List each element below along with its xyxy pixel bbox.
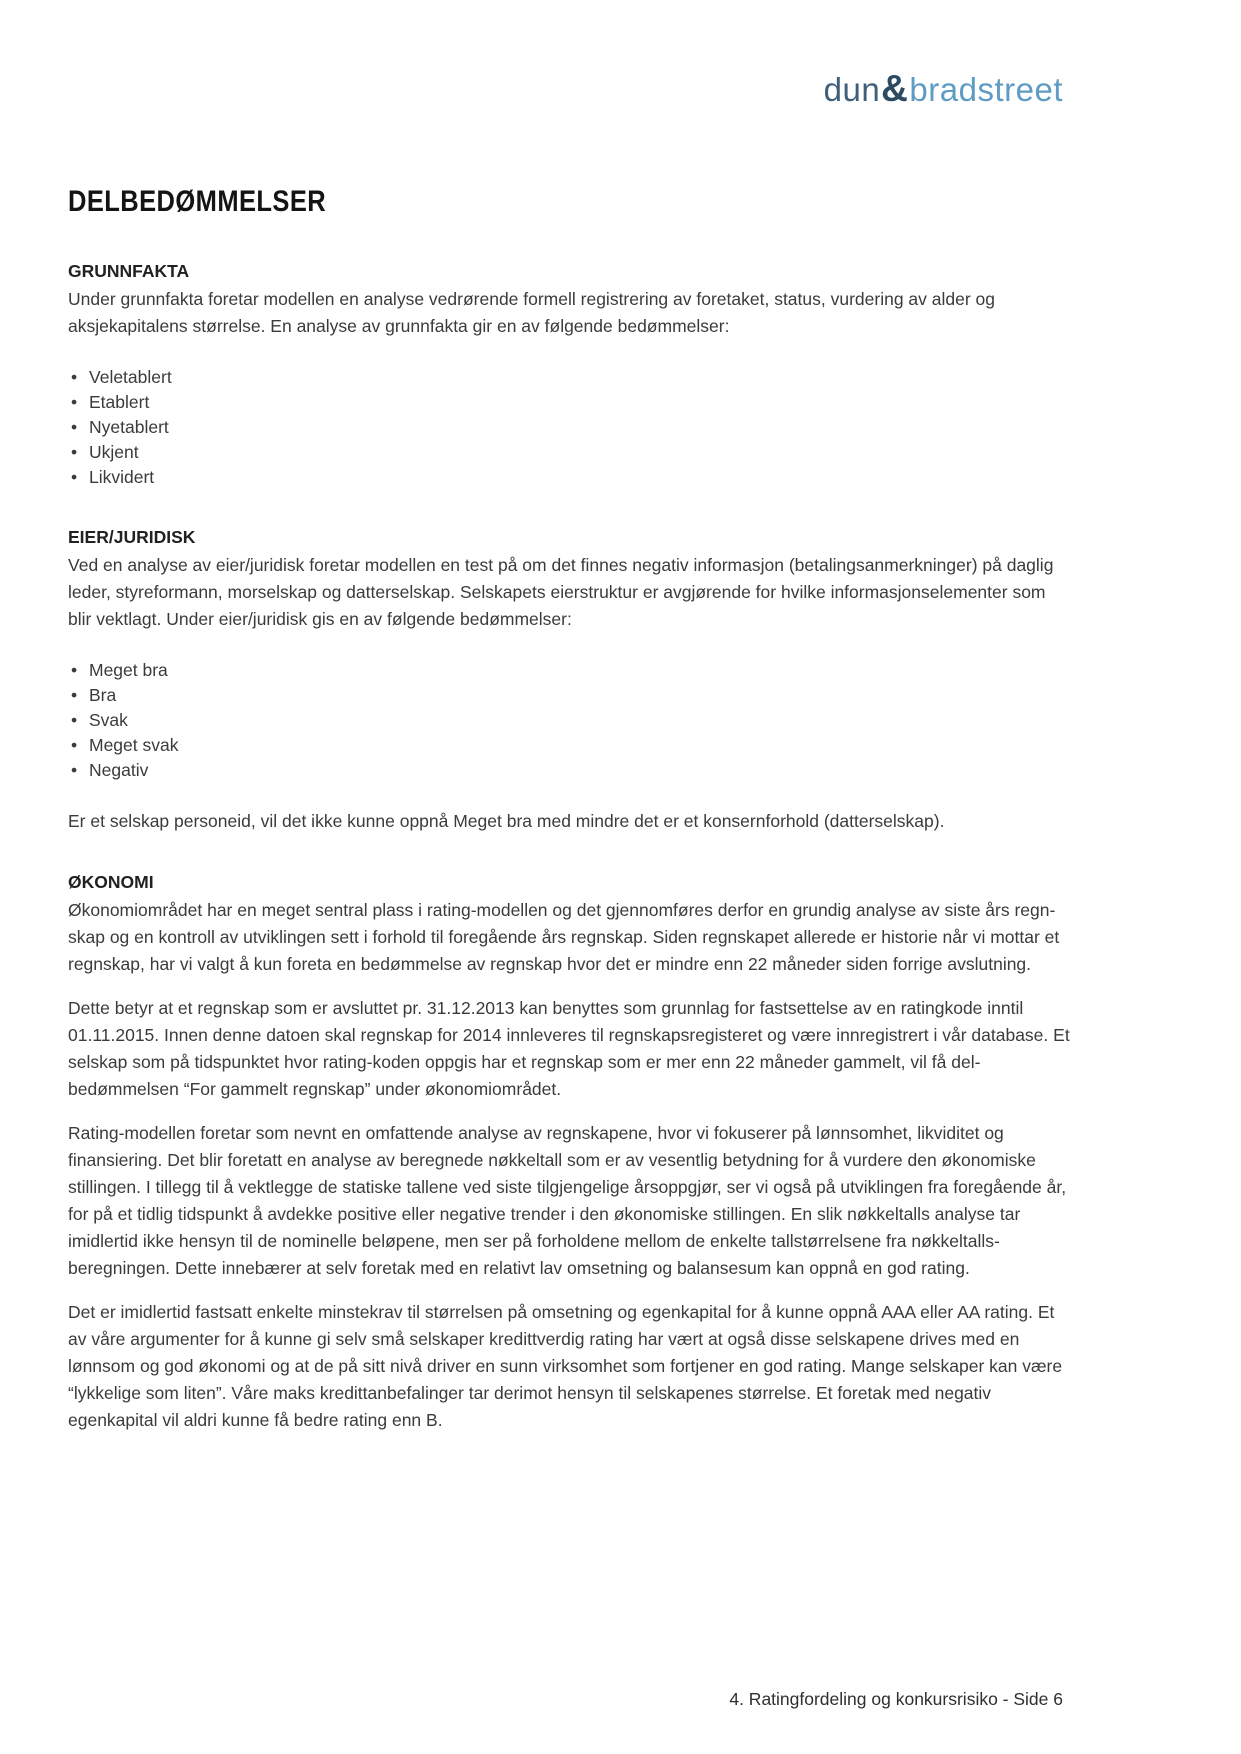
footer-text: 4. Ratingfordeling og konkursrisiko - Side 6 [729, 1689, 1063, 1709]
logo-text-dun: dun [823, 71, 881, 108]
list-item: • Ukjent [68, 440, 1070, 465]
bullet-icon: • [71, 685, 78, 705]
page-footer [729, 1686, 1063, 1713]
paragraph-okonomi-3: Rating-modellen foretar som nevnt en omfattende analyse av regnskapene, hvor vi fokuserer på lønnsomhet, likviditet og finansiering. Det blir foretatt en analyse av beregnede nøkkeltall som er av vesentlig betydning for å vurdere den økonomiske stillingen. I tillegg til å vektlegge de statiske tallene ved siste tilgjengelige årsoppgjør, ser vi også på utviklingen fra foregående år, for på et tidlig tidspunkt å avdekke positive eller negative trender i den økonomiske stillingen. En slik nøkkeltalls analyse tar imidlertid ikke hensyn til de nominelle beløpene, men ser på forholdene mellom de enkelte tallstørrelsene fra nøkkeltalls- beregningen. Dette innebærer at selv foretak med en relativt lav omsetning og balansesum kan oppnå en god rating. [68, 1123, 1067, 1278]
list-item: • Veletablert [68, 365, 1070, 390]
bullet-icon: • [71, 392, 78, 412]
paragraph-grunnfakta-intro: Under grunnfakta foretar modellen en analyse vedrørende formell registrering av foretaket, status, vurdering av alder og aksjekapitalens størrelse. En analyse av grunnfakta gir en av følgende bedømmelser: [68, 289, 996, 336]
bullet-icon: • [71, 442, 78, 462]
eier-juridisk-assessment-list [68, 658, 1070, 783]
section-eier-juridisk [68, 524, 1070, 835]
paragraph-eier-juridisk-intro: Ved en analyse av eier/juridisk foretar modellen en test på om det finnes negativ informasjon (betalingsanmerkninger) på daglig leder, styreformann, morselskap og datterselskap. Selskapets eierstruktur er avgjørende for hvilke informasjonselementer som blir vektlagt. Under eier/juridisk gis en av følgende bedømmelser: [68, 555, 1054, 629]
bullet-icon: • [71, 367, 78, 387]
section-okonomi [68, 869, 1070, 1434]
logo-text-bradstreet: bradstreet [909, 71, 1063, 108]
list-item: • Svak [68, 708, 1070, 733]
bullet-icon: • [71, 660, 78, 680]
list-item: • Negativ [68, 758, 1070, 783]
list-item: • Likvidert [68, 465, 1070, 490]
bullet-icon: • [71, 467, 78, 487]
section-grunnfakta [68, 258, 1070, 490]
list-item: • Meget svak [68, 733, 1070, 758]
logo-ampersand-icon: & [881, 68, 909, 109]
grunnfakta-assessment-list [68, 365, 1070, 490]
paragraph-personeid-note: Er et selskap personeid, vil det ikke kunne oppnå Meget bra med mindre det er et konsernforhold (datterselskap). [68, 811, 945, 831]
section-heading-grunnfakta: GRUNNFAKTA [68, 261, 190, 281]
paragraph-okonomi-2: Dette betyr at et regnskap som er avsluttet pr. 31.12.2013 kan benyttes som grunnlag for fastsettelse av en ratingkode inntil 01.11.2015. Innen denne datoen skal regnskap for 2014 innleveres til regnskapsregisteret og være innregistrert i vår database. Et selskap som på tidspunktet hvor rating-koden oppgis har et regnskap som er mer enn 22 måneder gammelt, vil få del- bedømmelsen “For gammelt regnskap” under økonomiområdet. [68, 998, 1070, 1099]
paragraph-okonomi-1: Økonomiområdet har en meget sentral plass i rating-modellen og det gjennomføres derfor en grundig analyse av siste års regn- skap og en kontroll av utviklingen sett i forhold til foregående års regnskap. Siden regnskapet allerede er historie når vi mottar et regnskap, har vi valgt å kun foreta en bedømmelse av regnskap hvor det er mindre enn 22 måneder siden forrige avslutning. [68, 900, 1060, 974]
list-item: • Bra [68, 683, 1070, 708]
list-item: • Meget bra [68, 658, 1070, 683]
bullet-icon: • [71, 710, 78, 730]
list-item: • Etablert [68, 390, 1070, 415]
document-content [68, 186, 1070, 1434]
bullet-icon: • [71, 417, 78, 437]
list-item: • Nyetablert [68, 415, 1070, 440]
page-title: DELBEDØMMELSER [68, 185, 327, 218]
bullet-icon: • [71, 760, 78, 780]
dun-bradstreet-logo [824, 68, 1063, 110]
section-heading-eier-juridisk: EIER/JURIDISK [68, 527, 196, 547]
bullet-icon: • [71, 735, 78, 755]
paragraph-okonomi-4: Det er imidlertid fastsatt enkelte minstekrav til størrelsen på omsetning og egenkapital for å kunne oppnå AAA eller AA rating. Et av våre argumenter for å kunne gi selv små selskaper kredittverdig rating har vært at også disse selskapene drives med en lønnsom og god økonomi og at de på sitt nivå driver en sunn virksomhet som fortjener en god rating. Mange selskaper kan være “lykkelige som liten”. Våre maks kredittanbefalinger tar derimot hensyn til selskapenes størrelse. Et foretak med negativ egenkapital vil aldri kunne få bedre rating enn B. [68, 1302, 1063, 1430]
section-heading-okonomi: ØKONOMI [68, 872, 154, 892]
